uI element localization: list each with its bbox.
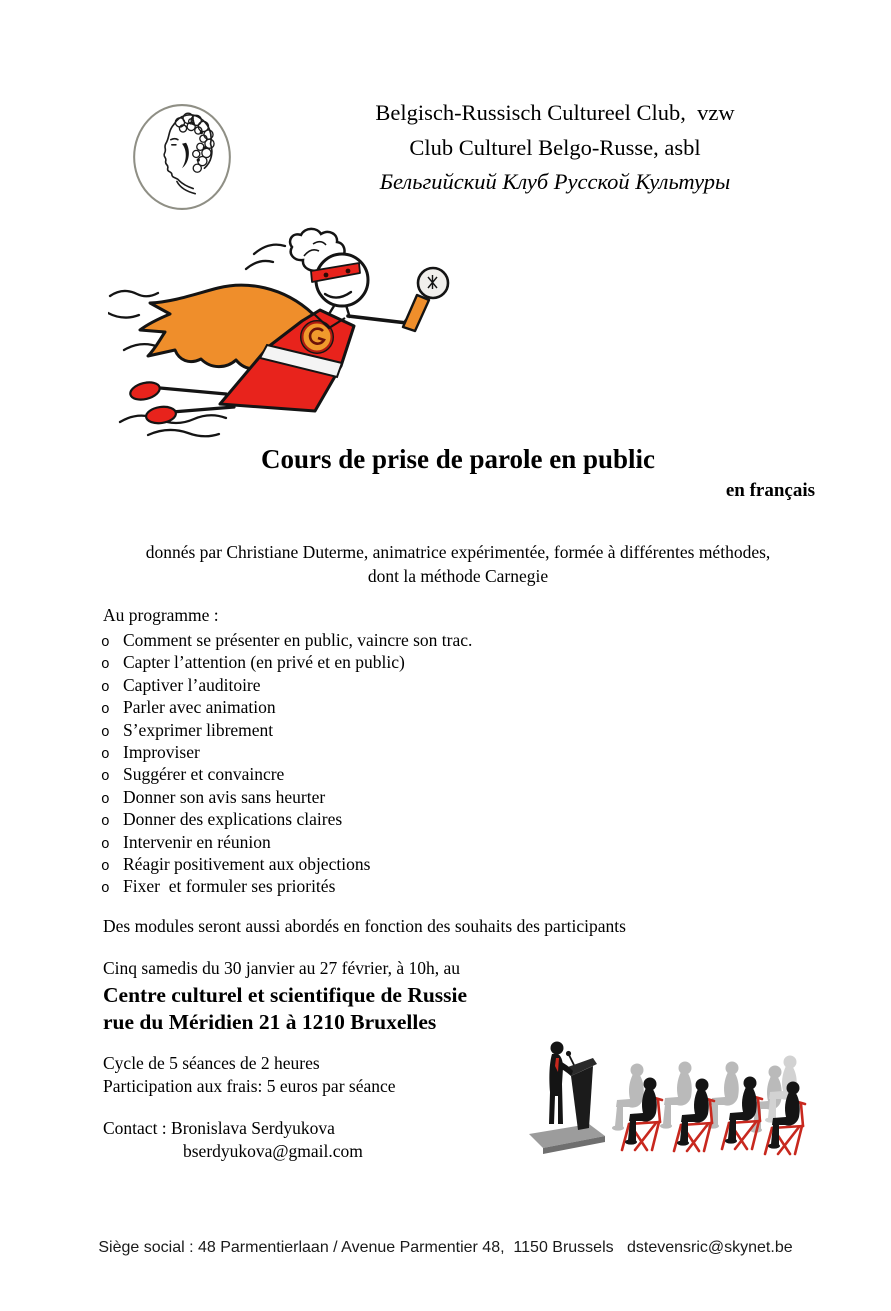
club-name-french: Club Culturel Belgo-Russe, asbl [409, 134, 701, 160]
program-item: o Suggérer et convaincre [101, 763, 472, 785]
cycle-info: Cycle de 5 séances de 2 heures [103, 1053, 320, 1073]
bullet-marker: o [101, 814, 110, 831]
program-list [101, 629, 472, 898]
program-heading: Au programme : [103, 605, 219, 625]
intro-line-1: donnés par Christiane Duterme, animatrice expérimentée, formée à différentes méthodes, [145, 542, 771, 562]
program-item: o S’exprimer librement [101, 719, 472, 741]
contact-block [103, 1117, 363, 1163]
program-item: o Intervenir en réunion [101, 831, 472, 853]
bullet-marker: o [101, 657, 110, 674]
page-title: Cours de prise de parole en public [260, 444, 656, 474]
club-name-russian: Бельгийский Клуб Русской Культуры [379, 169, 731, 194]
schedule-intro: Cinq samedis du 30 janvier au 27 février, à 10h, au [103, 958, 460, 978]
club-logo-icon [129, 101, 235, 213]
program-item: o Donner des explications claires [101, 808, 472, 830]
program-item: o Improviser [101, 741, 472, 763]
bullet-marker: o [101, 635, 110, 651]
practical-details [103, 1052, 396, 1098]
program-item: o Captiver l’auditoire [101, 674, 472, 696]
bullet-marker: o [101, 679, 110, 696]
intro-line-2: dont la méthode Carnegie [367, 565, 549, 586]
club-name-dutch: Belgisch-Russisch Cultureel Club, vzw [375, 100, 735, 125]
speaker-audience-illustration [525, 1036, 810, 1156]
contact-name: Contact : Bronislava Serdyukova [103, 1118, 335, 1138]
program-item: o Parler avec animation [101, 696, 472, 718]
language-note: en français [725, 480, 815, 501]
program-item: o Donner son avis sans heurter [101, 786, 472, 808]
venue-block [103, 982, 467, 1035]
bullet-marker: o [101, 746, 110, 763]
bullet-marker: o [101, 858, 110, 875]
bullet-marker: o [101, 836, 110, 853]
bullet-marker: o [101, 724, 110, 741]
venue-name: Centre culturel et scientifique de Russie [103, 983, 468, 1007]
bullet-marker: o [101, 791, 110, 808]
bullet-marker: o [101, 702, 110, 719]
bullet-marker: o [101, 881, 110, 898]
program-item: o Réagir positivement aux objections [101, 853, 472, 875]
program-item: o Fixer et formuler ses priorités [101, 875, 472, 897]
club-names [255, 96, 855, 200]
superwoman-illustration [108, 226, 476, 446]
modules-note: Des modules seront aussi abordés en fonction des souhaits des participants [103, 916, 626, 936]
bullet-marker: o [101, 769, 110, 786]
venue-address: rue du Méridien 21 à 1210 Bruxelles [103, 1009, 437, 1034]
program-item: o Capter l’attention (en privé et en public) [101, 651, 472, 673]
fee-info: Participation aux frais: 5 euros par séance [103, 1076, 396, 1096]
footer-address: Siège social : 48 Parmentierlaan / Avenue Parmentier 48, 1150 Brussels dstevensric@skynet.be [98, 1239, 793, 1256]
intro-paragraph [25, 541, 891, 588]
program-item: o Comment se présenter en public, vaincre son trac. [101, 629, 472, 651]
contact-email: bserdyukova@gmail.com [183, 1141, 363, 1161]
